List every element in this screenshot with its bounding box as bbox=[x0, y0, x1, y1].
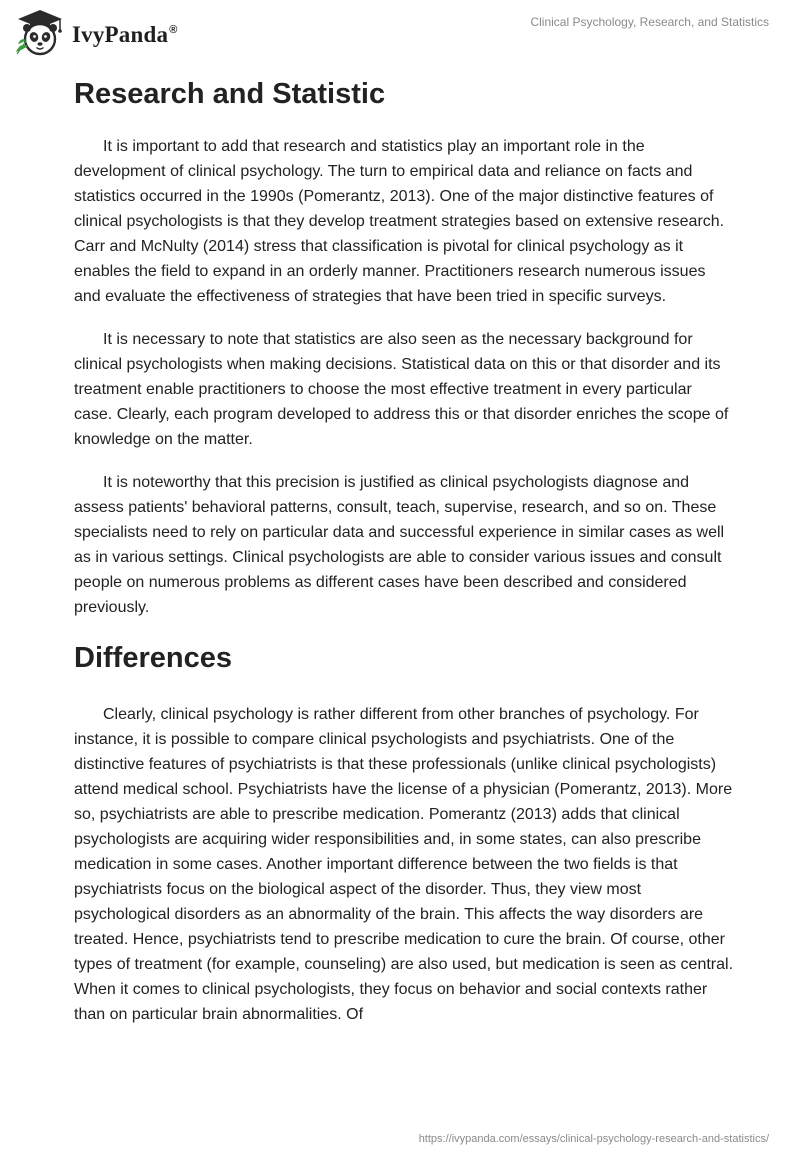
registered-mark: ® bbox=[169, 24, 178, 37]
paragraph: It is important to add that research and statistics play an important role in the development of clinical psychology. The turn to empirical data and reliance on facts and statistics occurred in the 1990s (Pomerantz, 2013). One of the major distinctive features of clinical psychologists is that they develop treatment strategies based on extensive research. Carr and McNulty (2014) stress that classification is pivotal for clinical psychology as it enables the field to expand in an orderly manner. Practitioners research numerous issues and evaluate the effectiveness of strategies that have been tried in specific surveys. bbox=[74, 138, 725, 305]
ivypanda-logo[interactable] bbox=[14, 8, 178, 58]
source-url[interactable]: https://ivypanda.com/essays/clinical-psychology-research-and-statistics/ bbox=[418, 1133, 769, 1145]
article-body bbox=[74, 70, 734, 1045]
paragraph: It is noteworthy that this precision is justified as clinical psychologists diagnose and assess patients' behavioral patterns, consult, teach, supervise, research, and so on. These specialists need to rely on particular data and successful experience in similar cases as well as in various settings. Clinical psychologists are able to consider various issues and consult people on numerous problems as different cases have been described and considered previously. bbox=[74, 474, 725, 616]
document-title: Clinical Psychology, Research, and Statistics bbox=[530, 15, 769, 29]
section-heading-differences: Differences bbox=[74, 642, 232, 674]
paragraph: It is necessary to note that statistics are also seen as the necessary background for clinical psychologists when making decisions. Statistical data on this or that disorder and its treatment enable practitioners to choose the most effective treatment in every particular case. Clearly, each program developed to address this or that disorder enriches the scope of knowledge on the matter. bbox=[74, 331, 729, 448]
logo-text: IvyPanda® bbox=[72, 22, 178, 47]
section-heading-research-and-statistic: Research and Statistic bbox=[74, 78, 386, 110]
paragraph: Clearly, clinical psychology is rather different from other branches of psychology. For instance, it is possible to compare clinical psychologists and psychiatrists. One of the distinctive features of psychiatrists is that these professionals (unlike clinical psychologists) attend medical school. Psychiatrists have the license of a physician (Pomerantz, 2013). More so, psychiatrists are able to prescribe medication. Pomerantz (2013) adds that clinical psychologists are acquiring wider responsibilities and, in some states, can also prescribe medication in some cases. Another important difference between the two fields is that psychiatrists focus on the biological aspect of the disorder. Thus, they view most psychological disorders as an abnormality of the brain. This affects the way disorders are treated. Hence, psychiatrists tend to prescribe medication to cure the brain. Of course, other types of treatment (for example, counseling) are also used, but medication is seen as central. When it comes to clinical psychologists, they focus on behavior and social contexts rather than on particular brain abnormalities. Of bbox=[74, 706, 734, 1023]
page-header bbox=[0, 0, 800, 70]
panda-logo-icon bbox=[14, 8, 66, 58]
